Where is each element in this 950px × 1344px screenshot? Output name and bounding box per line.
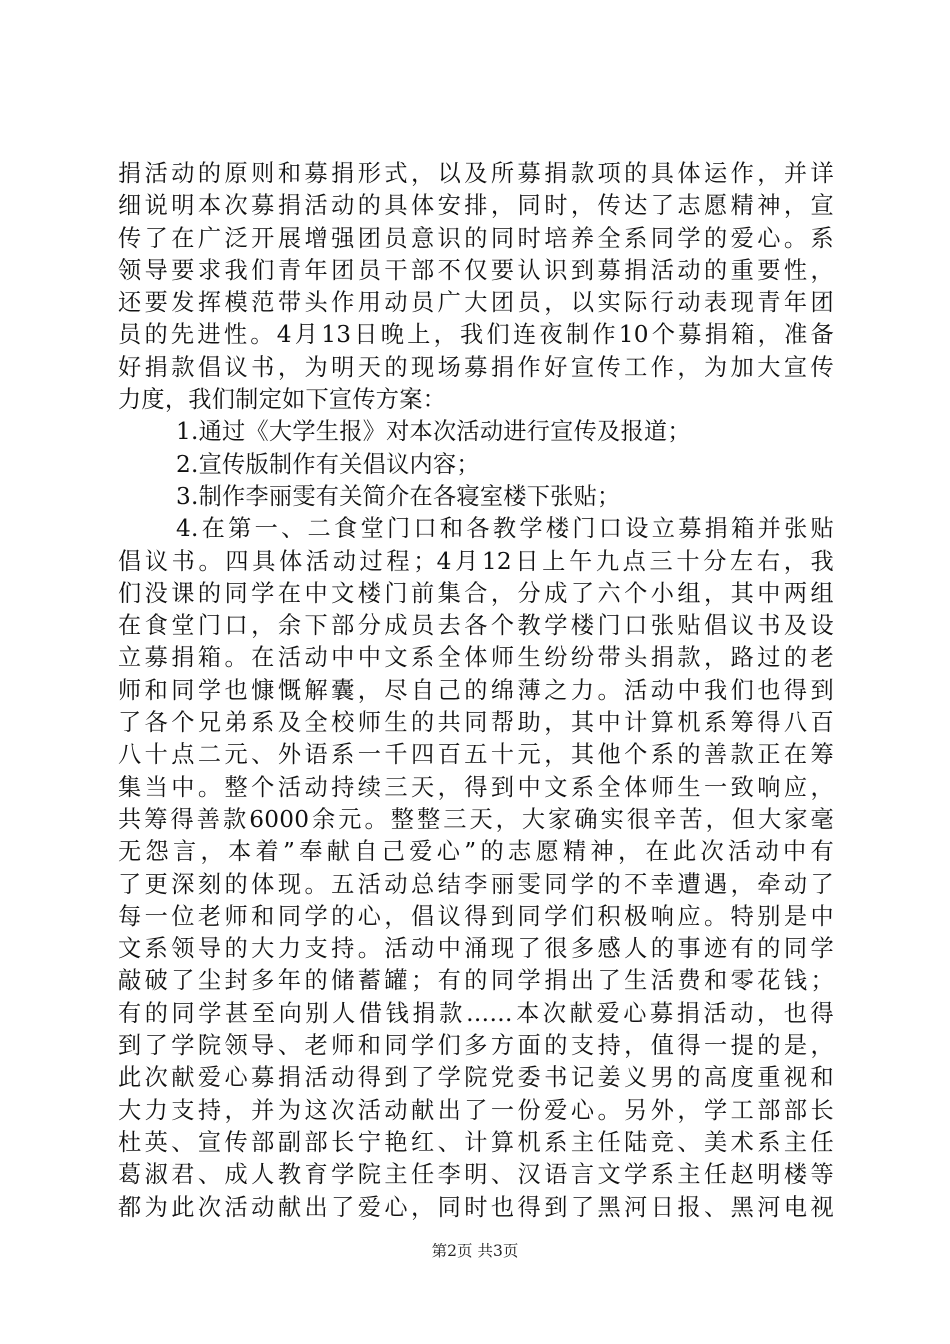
text-line: 捐活动的原则和募捐形式，以及所募捐款项的具体运作，并详 xyxy=(118,160,834,187)
text-line: 大力支持，并为这次活动献出了一份爱心。另外，学工部部长 xyxy=(118,1096,834,1124)
text-line: 立募捐箱。在活动中中文系全体师生纷纷带头捐款，路过的老 xyxy=(118,644,834,672)
text-line: 文系领导的大力支持。活动中涌现了很多感人的事迹有的同学 xyxy=(118,935,834,963)
text-line: 葛淑君、成人教育学院主任李明、汉语言文学系主任赵明楼等 xyxy=(118,1161,834,1189)
list-item: 2.宣传版制作有关倡议内容； xyxy=(176,450,480,478)
text-line: 集当中。整个活动持续三天，得到中文系全体师生一致响应， xyxy=(118,773,834,801)
text-line: 员的先进性。4月13日晚上，我们连夜制作10个募捐箱，准备 xyxy=(118,321,834,349)
body-text xyxy=(118,158,834,1224)
list-item: 4.在第一、二食堂门口和各教学楼门口设立募捐箱并张贴 xyxy=(176,515,834,543)
text-line: 无怨言，本着”奉献自己爱心”的志愿精神，在此次活动中有 xyxy=(118,838,834,866)
text-line: 八十点二元、外语系一千四百五十元，其他个系的善款正在筹 xyxy=(118,741,834,769)
text-line: 有的同学甚至向别人借钱捐款……本次献爱心募捐活动，也得 xyxy=(118,999,834,1027)
text-line: 杜英、宣传部副部长宁艳红、计算机系主任陆竞、美术系主任 xyxy=(118,1128,834,1156)
text-line: 了各个兄弟系及全校师生的共同帮助，其中计算机系筹得八百 xyxy=(118,709,834,737)
text-line: 了更深刻的体现。五活动总结李丽雯同学的不幸遭遇，牵动了 xyxy=(118,870,834,898)
text-line: 领导要求我们青年团员干部不仅要认识到募捐活动的重要性， xyxy=(118,256,834,284)
text-line: 力度，我们制定如下宣传方案： xyxy=(118,386,447,414)
text-line: 细说明本次募捐活动的具体安排，同时，传达了志愿精神，宣 xyxy=(118,192,834,220)
text-line: 到了学院领导、老师和同学们多方面的支持，值得一提的是， xyxy=(118,1032,834,1060)
text-line: 好捐款倡议书，为明天的现场募捐作好宣传工作，为加大宣传 xyxy=(118,353,834,381)
text-line: 都为此次活动献出了爱心，同时也得到了黑河日报、黑河电视 xyxy=(118,1193,834,1221)
page-number: 第2页 共3页 xyxy=(431,1242,519,1260)
text-line: 共筹得善款6000余元。整整三天，大家确实很辛苦，但大家毫 xyxy=(118,805,834,833)
text-line: 们没课的同学在中文楼门前集合，分成了六个小组，其中两组 xyxy=(118,579,834,607)
list-item: 3.制作李丽雯有关简介在各寝室楼下张贴； xyxy=(176,482,621,510)
text-line: 传了在广泛开展增强团员意识的同时培养全系同学的爱心。系 xyxy=(118,224,834,252)
text-line: 师和同学也慷慨解囊，尽自己的绵薄之力。活动中我们也得到 xyxy=(118,676,834,704)
text-line: 每一位老师和同学的心，倡议得到同学们积极响应。特别是中 xyxy=(118,902,834,930)
text-line: 此次献爱心募捐活动得到了学院党委书记姜义男的高度重视和 xyxy=(118,1064,834,1092)
text-line: 倡议书。四具体活动过程；4月12日上午九点三十分左右，我 xyxy=(118,547,834,575)
text-line: 还要发挥模范带头作用动员广大团员，以实际行动表现青年团 xyxy=(118,289,834,317)
list-item: 1.通过《大学生报》对本次活动进行宣传及报道； xyxy=(176,418,691,446)
text-line: 敲破了尘封多年的储蓄罐；有的同学捐出了生活费和零花钱； xyxy=(118,967,834,995)
text-line: 在食堂门口，余下部分成员去各个教学楼门口张贴倡议书及设 xyxy=(118,612,834,640)
